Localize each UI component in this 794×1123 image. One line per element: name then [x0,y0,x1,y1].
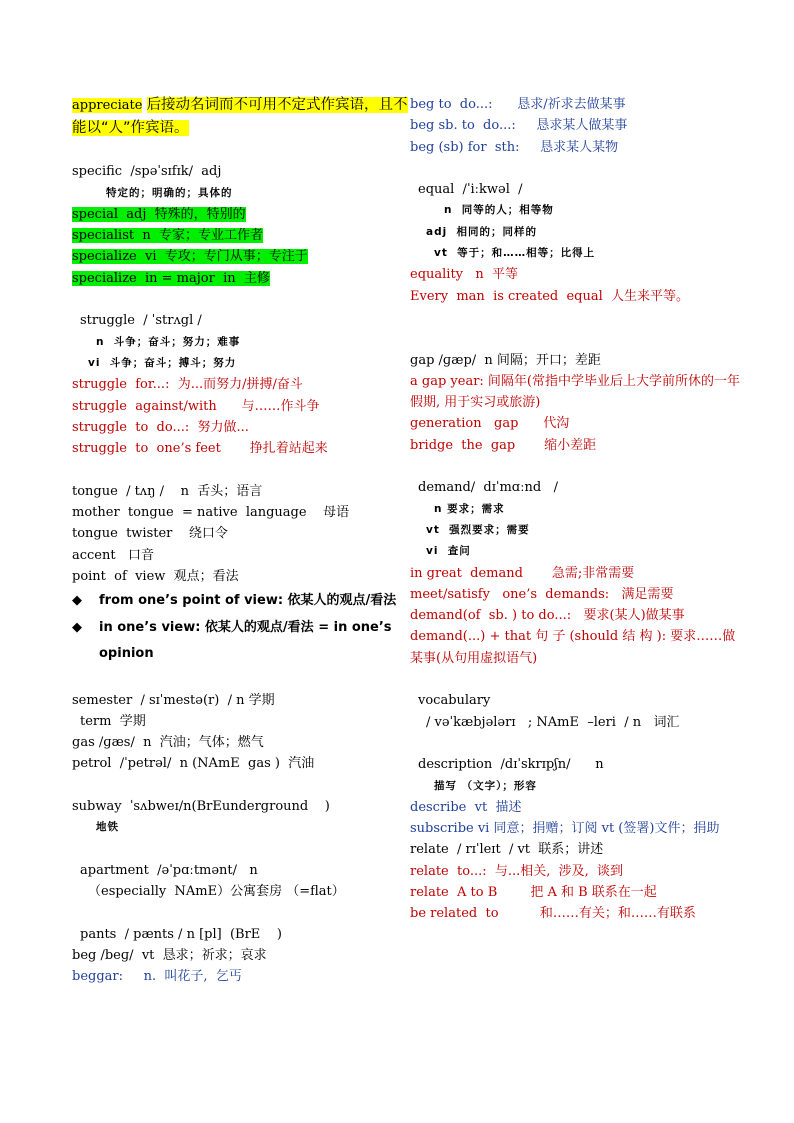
bridge-gap: bridge the gap 缩小差距 [410,437,597,453]
specialize-in-entry: specialize in = major in 主修 [72,270,270,286]
subway-meaning: 地铁 [96,821,119,834]
beggar-entry: beggar: n. 叫花子, 乞丐 [72,969,242,985]
demand-noun: n 要求；需求 [434,502,505,515]
term-entry: term 学期 [80,713,146,729]
beg-for: beg (sb) for sth: 恳求某人某物 [410,139,619,155]
relate-to: relate to...: 与...相关, 涉及, 谈到 [410,863,624,879]
appreciate-word: appreciate [72,98,143,113]
bullet-text: in one’s view: 依某人的观点/看法 = in one’s opinion [99,620,392,662]
description-entry: description /dɪˈskrɪpʃn/ n [418,757,604,773]
generation-gap: generation gap 代沟 [410,416,570,432]
struggle-verb: vi 斗争；奋斗；搏斗；努力 [88,356,237,369]
beg-to: beg to do...: 恳求/祈求去做某事 [410,97,626,112]
appreciate-note: 后接动名词而不可用不定式作宾语，且不能以“人”作宾语。 [72,97,408,136]
bullet-text: from one’s point of view: 依某人的观点/看法 [99,593,397,609]
gap-year: a gap year: 间隔年(常指中学毕业后上大学前所休的一年假期, 用于实习或旅游) [410,373,740,411]
pants-entry: pants / pænts / n [pl] (BrE ) [80,926,282,942]
struggle-for: struggle for...: 为...而努力/拼搏/奋斗 [72,377,303,393]
mother-tongue: mother tongue = native language 母语 [72,505,350,521]
gap-entry: gap /ɡæp/ n 间隔；开口；差距 [410,352,601,368]
demand-vi: vi 查问 [426,545,471,558]
semester-entry: semester / sɪˈmestə(r) / n 学期 [72,692,275,708]
every-man-entry: Every man is created equal 人生来平等。 [410,288,690,304]
equal-noun: n 同等的人；相等物 [444,204,554,217]
special-entry: special adj 特殊的，特别的 [72,206,246,222]
specific-entry: specific /spəˈsɪfɪk/ adj [72,164,222,180]
vocabulary-entry: vocabulary [418,693,491,709]
specialize-entry: specialize vi 专攻；专门从事；专注于 [72,249,308,265]
demand-entry: demand/ dɪˈmɑːnd / [418,480,558,496]
specialist-entry: specialist n 专家；专业工作者 [72,228,263,244]
meet-demands: meet/satisfy one’s demands: 满足需要 [410,586,674,602]
appreciate-entry [72,94,410,140]
left-column [72,94,410,988]
struggle-feet: struggle to one’s feet 挣扎着站起来 [72,441,328,457]
apartment-entry: apartment /əˈpɑːtmənt/ n [80,862,258,878]
description-meaning: 描写 （文字）；形容 [434,779,537,792]
demand-verb: vt 强烈要求；需要 [426,523,530,536]
vocabulary-ipa: / vəˈkæbjələrɪ ; NAmE –leri / n 词汇 [426,714,680,730]
bullet-item [72,615,410,667]
struggle-against: struggle against/with 与……作斗争 [72,398,320,414]
beg-entry: beg /beɡ/ vt 恳求；祈求；哀求 [72,948,267,964]
diamond-bullet-icon: ◆ [72,593,82,609]
struggle-to: struggle to do...: 努力做... [72,419,249,435]
struggle-noun: n 斗争；奋斗；努力；难事 [96,335,241,348]
specific-meaning: 特定的；明确的；具体的 [106,186,233,199]
subway-entry: subway ˈsʌbweɪ/n(BrEunderground ) [72,799,330,815]
be-related: be related to 和……有关；和……有联系 [410,906,696,922]
great-demand: in great demand 急需;非常需要 [410,565,635,581]
point-of-view: point of view 观点；看法 [72,568,239,584]
petrol-entry: petrol /ˈpetrəl/ n (NAmE gas ) 汽油 [72,756,315,772]
bullet-item [72,588,410,614]
equal-entry: equal /ˈiːkwəl / [418,182,523,198]
diamond-bullet-icon: ◆ [72,620,82,636]
accent-entry: accent 口音 [72,547,154,563]
demand-of: demand(of sb. ) to do...: 要求(某人)做某事 [410,608,685,624]
relate-entry: relate / rɪˈleɪt / vt 联系；讲述 [410,842,604,858]
demand-that: demand(...) + that 句 子 (should 结 构 ): 要求……做某事(从句用虚拟语气) [410,629,736,666]
beg-sb: beg sb. to do...: 恳求某人做某事 [410,118,628,134]
struggle-entry: struggle / ˈstrʌgl / [80,313,202,329]
tongue-entry: tongue / tʌŋ / n 舌头；语言 [72,483,263,499]
apartment-meaning: （especially NAmE）公寓套房 （=flat） [88,884,345,900]
describe-entry: describe vt 描述 [410,799,522,815]
relate-a-b: relate A to B 把 A 和 B 联系在一起 [410,884,657,900]
tongue-twister: tongue twister 绕口令 [72,526,228,542]
equality-entry: equality n 平等 [410,267,519,283]
equal-verb: vt 等于；和……相等；比得上 [434,247,596,260]
right-column [410,94,740,925]
gas-entry: gas /ɡæs/ n 汽油；气体；燃气 [72,735,264,751]
equal-adj: adj 相同的；同样的 [426,225,538,238]
subscribe-entry: subscribe vi 同意；捐赠；订阅 vt (签署)文件；捐助 [410,821,720,837]
